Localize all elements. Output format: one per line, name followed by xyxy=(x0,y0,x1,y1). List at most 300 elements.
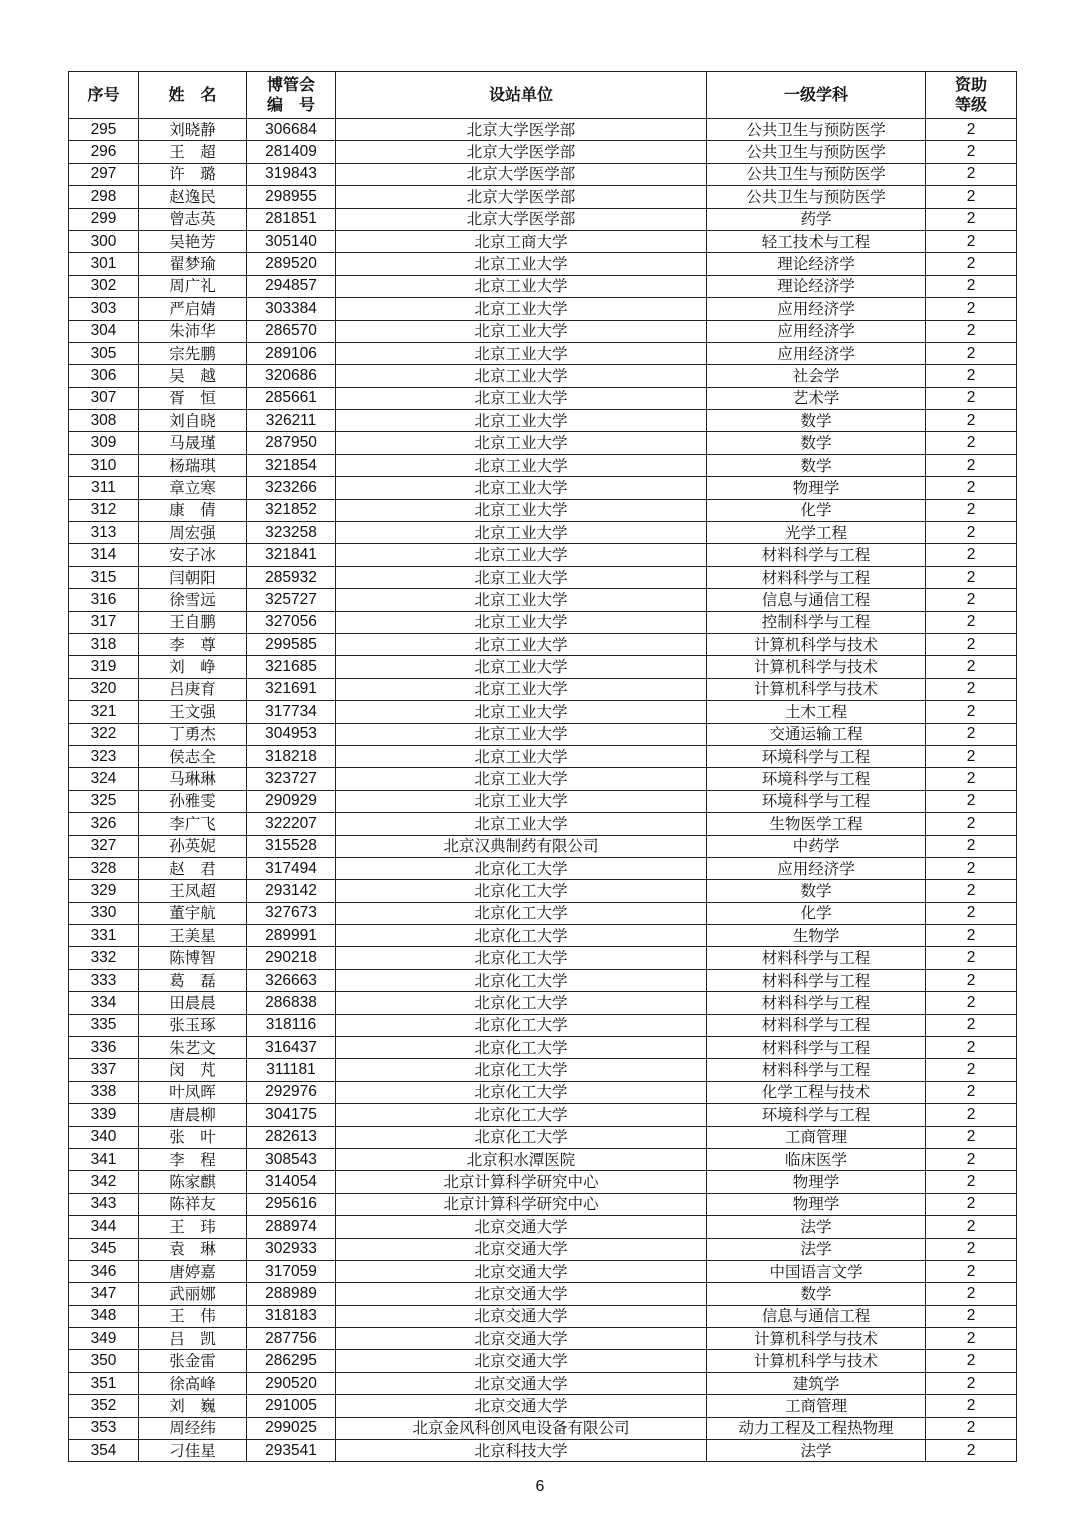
table-row xyxy=(69,723,1017,745)
cell-committee-id: 314054 xyxy=(247,1171,336,1193)
table-row xyxy=(69,1193,1017,1215)
cell-host-unit: 北京化工大学 xyxy=(336,992,707,1014)
cell-discipline: 材料科学与工程 xyxy=(707,1059,926,1081)
cell-host-unit: 北京交通大学 xyxy=(336,1216,707,1238)
cell-discipline: 临床医学 xyxy=(707,1148,926,1170)
cell-discipline: 轻工技术与工程 xyxy=(707,230,926,252)
table-row xyxy=(69,432,1017,454)
table-row xyxy=(69,813,1017,835)
cell-host-unit: 北京工业大学 xyxy=(336,790,707,812)
table-row xyxy=(69,1395,1017,1417)
cell-serial-number: 324 xyxy=(69,768,139,790)
cell-name: 闵 芃 xyxy=(139,1059,247,1081)
cell-committee-id: 292976 xyxy=(247,1081,336,1103)
cell-committee-id: 281851 xyxy=(247,208,336,230)
cell-host-unit: 北京化工大学 xyxy=(336,1104,707,1126)
cell-funding-grade: 2 xyxy=(926,745,1017,767)
cell-serial-number: 303 xyxy=(69,298,139,320)
table-row xyxy=(69,857,1017,879)
cell-host-unit: 北京大学医学部 xyxy=(336,119,707,141)
table-row xyxy=(69,119,1017,141)
cell-host-unit: 北京工业大学 xyxy=(336,611,707,633)
cell-host-unit: 北京工业大学 xyxy=(336,813,707,835)
cell-name: 唐婷嘉 xyxy=(139,1260,247,1282)
cell-funding-grade: 2 xyxy=(926,1104,1017,1126)
cell-discipline: 交通运输工程 xyxy=(707,723,926,745)
cell-name: 安子冰 xyxy=(139,544,247,566)
cell-funding-grade: 2 xyxy=(926,275,1017,297)
table-row xyxy=(69,477,1017,499)
cell-name: 吴 越 xyxy=(139,365,247,387)
cell-committee-id: 286838 xyxy=(247,992,336,1014)
table-row xyxy=(69,230,1017,252)
cell-host-unit: 北京化工大学 xyxy=(336,1059,707,1081)
cell-committee-id: 293142 xyxy=(247,880,336,902)
cell-funding-grade: 2 xyxy=(926,320,1017,342)
cell-host-unit: 北京交通大学 xyxy=(336,1395,707,1417)
header-committee-id xyxy=(247,72,336,119)
cell-name: 王文强 xyxy=(139,701,247,723)
cell-funding-grade: 2 xyxy=(926,1216,1017,1238)
cell-discipline: 物理学 xyxy=(707,477,926,499)
cell-name: 曾志英 xyxy=(139,208,247,230)
cell-committee-id: 286570 xyxy=(247,320,336,342)
cell-serial-number: 313 xyxy=(69,522,139,544)
cell-funding-grade: 2 xyxy=(926,342,1017,364)
cell-serial-number: 338 xyxy=(69,1081,139,1103)
cell-host-unit: 北京工业大学 xyxy=(336,410,707,432)
cell-discipline: 信息与通信工程 xyxy=(707,1305,926,1327)
cell-name: 许 璐 xyxy=(139,163,247,185)
cell-funding-grade: 2 xyxy=(926,119,1017,141)
table-row xyxy=(69,499,1017,521)
cell-name: 董宇航 xyxy=(139,902,247,924)
cell-committee-id: 291005 xyxy=(247,1395,336,1417)
cell-discipline: 计算机科学与技术 xyxy=(707,656,926,678)
cell-host-unit: 北京工业大学 xyxy=(336,633,707,655)
cell-funding-grade: 2 xyxy=(926,1193,1017,1215)
cell-committee-id: 302933 xyxy=(247,1238,336,1260)
table-row xyxy=(69,925,1017,947)
cell-host-unit: 北京化工大学 xyxy=(336,1126,707,1148)
cell-serial-number: 304 xyxy=(69,320,139,342)
cell-committee-id: 304953 xyxy=(247,723,336,745)
cell-committee-id: 318183 xyxy=(247,1305,336,1327)
cell-committee-id: 325727 xyxy=(247,589,336,611)
cell-serial-number: 297 xyxy=(69,163,139,185)
table-row xyxy=(69,656,1017,678)
cell-host-unit: 北京科技大学 xyxy=(336,1440,707,1462)
cell-discipline: 材料科学与工程 xyxy=(707,566,926,588)
cell-host-unit: 北京计算科学研究中心 xyxy=(336,1171,707,1193)
cell-funding-grade: 2 xyxy=(926,835,1017,857)
header-host-unit: 设站单位 xyxy=(336,72,707,119)
cell-committee-id: 321691 xyxy=(247,678,336,700)
cell-host-unit: 北京工业大学 xyxy=(336,387,707,409)
cell-name: 康 倩 xyxy=(139,499,247,521)
cell-committee-id: 289991 xyxy=(247,925,336,947)
cell-discipline: 控制科学与工程 xyxy=(707,611,926,633)
table-row xyxy=(69,1260,1017,1282)
cell-serial-number: 336 xyxy=(69,1037,139,1059)
cell-discipline: 应用经济学 xyxy=(707,857,926,879)
cell-serial-number: 317 xyxy=(69,611,139,633)
cell-host-unit: 北京大学医学部 xyxy=(336,208,707,230)
table-row xyxy=(69,835,1017,857)
cell-funding-grade: 2 xyxy=(926,947,1017,969)
cell-funding-grade: 2 xyxy=(926,186,1017,208)
cell-name: 孙雅雯 xyxy=(139,790,247,812)
cell-funding-grade: 2 xyxy=(926,813,1017,835)
cell-committee-id: 321854 xyxy=(247,454,336,476)
cell-committee-id: 327056 xyxy=(247,611,336,633)
cell-committee-id: 298955 xyxy=(247,186,336,208)
cell-discipline: 法学 xyxy=(707,1440,926,1462)
cell-host-unit: 北京工业大学 xyxy=(336,432,707,454)
cell-funding-grade: 2 xyxy=(926,230,1017,252)
cell-name: 丁勇杰 xyxy=(139,723,247,745)
cell-host-unit: 北京工业大学 xyxy=(336,365,707,387)
cell-committee-id: 326663 xyxy=(247,969,336,991)
cell-serial-number: 335 xyxy=(69,1014,139,1036)
postdoc-funding-table xyxy=(68,71,1017,1462)
cell-serial-number: 322 xyxy=(69,723,139,745)
cell-name: 唐晨柳 xyxy=(139,1104,247,1126)
cell-committee-id: 308543 xyxy=(247,1148,336,1170)
cell-serial-number: 337 xyxy=(69,1059,139,1081)
cell-host-unit: 北京工业大学 xyxy=(336,723,707,745)
table-row xyxy=(69,1104,1017,1126)
cell-name: 王 超 xyxy=(139,141,247,163)
cell-discipline: 工商管理 xyxy=(707,1395,926,1417)
cell-discipline: 计算机科学与技术 xyxy=(707,678,926,700)
cell-committee-id: 318218 xyxy=(247,745,336,767)
table-row xyxy=(69,208,1017,230)
cell-funding-grade: 2 xyxy=(926,1037,1017,1059)
cell-committee-id: 317734 xyxy=(247,701,336,723)
cell-funding-grade: 2 xyxy=(926,1283,1017,1305)
cell-serial-number: 315 xyxy=(69,566,139,588)
cell-committee-id: 322207 xyxy=(247,813,336,835)
cell-name: 吕 凯 xyxy=(139,1328,247,1350)
cell-name: 朱沛华 xyxy=(139,320,247,342)
cell-serial-number: 327 xyxy=(69,835,139,857)
cell-discipline: 材料科学与工程 xyxy=(707,992,926,1014)
cell-committee-id: 285661 xyxy=(247,387,336,409)
cell-name: 袁 琳 xyxy=(139,1238,247,1260)
cell-discipline: 生物医学工程 xyxy=(707,813,926,835)
cell-serial-number: 312 xyxy=(69,499,139,521)
cell-committee-id: 315528 xyxy=(247,835,336,857)
cell-serial-number: 341 xyxy=(69,1148,139,1170)
cell-discipline: 社会学 xyxy=(707,365,926,387)
cell-host-unit: 北京计算科学研究中心 xyxy=(336,1193,707,1215)
cell-serial-number: 325 xyxy=(69,790,139,812)
cell-name: 陈博智 xyxy=(139,947,247,969)
cell-name: 侯志全 xyxy=(139,745,247,767)
header-funding-grade-line2: 等级 xyxy=(954,95,987,114)
cell-discipline: 数学 xyxy=(707,432,926,454)
table-row xyxy=(69,522,1017,544)
cell-host-unit: 北京工商大学 xyxy=(336,230,707,252)
cell-discipline: 艺术学 xyxy=(707,387,926,409)
header-funding-grade xyxy=(926,72,1017,119)
cell-funding-grade: 2 xyxy=(926,454,1017,476)
cell-name: 刁佳星 xyxy=(139,1440,247,1462)
cell-funding-grade: 2 xyxy=(926,566,1017,588)
cell-serial-number: 340 xyxy=(69,1126,139,1148)
cell-committee-id: 304175 xyxy=(247,1104,336,1126)
cell-discipline: 物理学 xyxy=(707,1193,926,1215)
cell-discipline: 物理学 xyxy=(707,1171,926,1193)
cell-name: 李 程 xyxy=(139,1148,247,1170)
table-row xyxy=(69,1328,1017,1350)
cell-committee-id: 287756 xyxy=(247,1328,336,1350)
cell-serial-number: 296 xyxy=(69,141,139,163)
cell-discipline: 公共卫生与预防医学 xyxy=(707,119,926,141)
table-row xyxy=(69,275,1017,297)
cell-funding-grade: 2 xyxy=(926,790,1017,812)
cell-committee-id: 281409 xyxy=(247,141,336,163)
cell-committee-id: 323266 xyxy=(247,477,336,499)
cell-name: 马晟瑾 xyxy=(139,432,247,454)
cell-funding-grade: 2 xyxy=(926,678,1017,700)
cell-funding-grade: 2 xyxy=(926,880,1017,902)
cell-committee-id: 321841 xyxy=(247,544,336,566)
cell-host-unit: 北京工业大学 xyxy=(336,656,707,678)
cell-funding-grade: 2 xyxy=(926,141,1017,163)
cell-discipline: 环境科学与工程 xyxy=(707,768,926,790)
cell-name: 陈家麒 xyxy=(139,1171,247,1193)
cell-serial-number: 344 xyxy=(69,1216,139,1238)
cell-name: 陈祥友 xyxy=(139,1193,247,1215)
cell-discipline: 建筑学 xyxy=(707,1372,926,1394)
cell-funding-grade: 2 xyxy=(926,1440,1017,1462)
table-row xyxy=(69,678,1017,700)
table-row xyxy=(69,1126,1017,1148)
cell-discipline: 计算机科学与技术 xyxy=(707,1350,926,1372)
cell-serial-number: 300 xyxy=(69,230,139,252)
cell-funding-grade: 2 xyxy=(926,477,1017,499)
table-row xyxy=(69,186,1017,208)
cell-discipline: 化学工程与技术 xyxy=(707,1081,926,1103)
cell-host-unit: 北京积水潭医院 xyxy=(336,1148,707,1170)
cell-funding-grade: 2 xyxy=(926,1059,1017,1081)
cell-serial-number: 309 xyxy=(69,432,139,454)
cell-serial-number: 311 xyxy=(69,477,139,499)
cell-committee-id: 290929 xyxy=(247,790,336,812)
cell-funding-grade: 2 xyxy=(926,432,1017,454)
table-row xyxy=(69,1171,1017,1193)
cell-funding-grade: 2 xyxy=(926,387,1017,409)
table-row xyxy=(69,947,1017,969)
cell-committee-id: 306684 xyxy=(247,119,336,141)
table-row xyxy=(69,790,1017,812)
cell-host-unit: 北京大学医学部 xyxy=(336,186,707,208)
cell-serial-number: 333 xyxy=(69,969,139,991)
table-row xyxy=(69,410,1017,432)
cell-host-unit: 北京交通大学 xyxy=(336,1372,707,1394)
cell-name: 刘晓静 xyxy=(139,119,247,141)
cell-serial-number: 316 xyxy=(69,589,139,611)
cell-host-unit: 北京大学医学部 xyxy=(336,141,707,163)
table-row xyxy=(69,566,1017,588)
cell-serial-number: 321 xyxy=(69,701,139,723)
cell-funding-grade: 2 xyxy=(926,1126,1017,1148)
cell-name: 葛 磊 xyxy=(139,969,247,991)
cell-committee-id: 327673 xyxy=(247,902,336,924)
cell-funding-grade: 2 xyxy=(926,163,1017,185)
cell-host-unit: 北京化工大学 xyxy=(336,925,707,947)
table-row xyxy=(69,454,1017,476)
header-name: 姓 名 xyxy=(139,72,247,119)
cell-serial-number: 332 xyxy=(69,947,139,969)
table-row xyxy=(69,1216,1017,1238)
cell-serial-number: 326 xyxy=(69,813,139,835)
cell-host-unit: 北京金风科创风电设备有限公司 xyxy=(336,1417,707,1439)
cell-funding-grade: 2 xyxy=(926,1081,1017,1103)
table-row xyxy=(69,544,1017,566)
cell-discipline: 材料科学与工程 xyxy=(707,947,926,969)
cell-name: 吴艳芳 xyxy=(139,230,247,252)
cell-funding-grade: 2 xyxy=(926,1417,1017,1439)
table-row xyxy=(69,1081,1017,1103)
table-row xyxy=(69,1350,1017,1372)
cell-committee-id: 326211 xyxy=(247,410,336,432)
cell-discipline: 数学 xyxy=(707,1283,926,1305)
cell-host-unit: 北京化工大学 xyxy=(336,1037,707,1059)
cell-serial-number: 347 xyxy=(69,1283,139,1305)
cell-name: 马琳琳 xyxy=(139,768,247,790)
cell-discipline: 应用经济学 xyxy=(707,320,926,342)
table-row xyxy=(69,745,1017,767)
cell-name: 徐高峰 xyxy=(139,1372,247,1394)
table-row xyxy=(69,1283,1017,1305)
cell-committee-id: 282613 xyxy=(247,1126,336,1148)
cell-committee-id: 320686 xyxy=(247,365,336,387)
cell-committee-id: 303384 xyxy=(247,298,336,320)
cell-discipline: 环境科学与工程 xyxy=(707,745,926,767)
cell-host-unit: 北京化工大学 xyxy=(336,880,707,902)
cell-name: 张金雷 xyxy=(139,1350,247,1372)
cell-name: 孙英妮 xyxy=(139,835,247,857)
cell-funding-grade: 2 xyxy=(926,544,1017,566)
table-row xyxy=(69,1059,1017,1081)
cell-discipline: 环境科学与工程 xyxy=(707,790,926,812)
cell-serial-number: 314 xyxy=(69,544,139,566)
table-row xyxy=(69,992,1017,1014)
cell-name: 赵逸民 xyxy=(139,186,247,208)
cell-serial-number: 350 xyxy=(69,1350,139,1372)
cell-funding-grade: 2 xyxy=(926,611,1017,633)
cell-serial-number: 298 xyxy=(69,186,139,208)
cell-funding-grade: 2 xyxy=(926,1328,1017,1350)
cell-name: 吕庚育 xyxy=(139,678,247,700)
cell-serial-number: 295 xyxy=(69,119,139,141)
cell-host-unit: 北京工业大学 xyxy=(336,745,707,767)
cell-host-unit: 北京工业大学 xyxy=(336,253,707,275)
cell-committee-id: 289520 xyxy=(247,253,336,275)
cell-serial-number: 346 xyxy=(69,1260,139,1282)
cell-name: 赵 君 xyxy=(139,857,247,879)
cell-name: 王美星 xyxy=(139,925,247,947)
cell-host-unit: 北京工业大学 xyxy=(336,298,707,320)
cell-serial-number: 308 xyxy=(69,410,139,432)
cell-name: 周经纬 xyxy=(139,1417,247,1439)
cell-funding-grade: 2 xyxy=(926,902,1017,924)
cell-serial-number: 331 xyxy=(69,925,139,947)
cell-funding-grade: 2 xyxy=(926,925,1017,947)
cell-host-unit: 北京化工大学 xyxy=(336,857,707,879)
cell-name: 杨瑞琪 xyxy=(139,454,247,476)
cell-funding-grade: 2 xyxy=(926,589,1017,611)
cell-name: 胥 恒 xyxy=(139,387,247,409)
table-row xyxy=(69,1014,1017,1036)
cell-name: 张 叶 xyxy=(139,1126,247,1148)
table-row xyxy=(69,1238,1017,1260)
cell-funding-grade: 2 xyxy=(926,410,1017,432)
cell-host-unit: 北京工业大学 xyxy=(336,678,707,700)
cell-discipline: 化学 xyxy=(707,499,926,521)
table-row xyxy=(69,342,1017,364)
cell-funding-grade: 2 xyxy=(926,1372,1017,1394)
cell-host-unit: 北京交通大学 xyxy=(336,1238,707,1260)
cell-name: 刘 峥 xyxy=(139,656,247,678)
cell-serial-number: 307 xyxy=(69,387,139,409)
cell-committee-id: 321685 xyxy=(247,656,336,678)
cell-committee-id: 289106 xyxy=(247,342,336,364)
cell-host-unit: 北京工业大学 xyxy=(336,320,707,342)
table-row xyxy=(69,589,1017,611)
cell-name: 徐雪远 xyxy=(139,589,247,611)
cell-name: 王自鹏 xyxy=(139,611,247,633)
table-row xyxy=(69,253,1017,275)
header-committee-id-line1: 博管会 xyxy=(266,75,315,94)
cell-funding-grade: 2 xyxy=(926,1395,1017,1417)
cell-serial-number: 302 xyxy=(69,275,139,297)
header-committee-id-line2: 编 号 xyxy=(266,95,315,114)
cell-serial-number: 342 xyxy=(69,1171,139,1193)
cell-host-unit: 北京大学医学部 xyxy=(336,163,707,185)
cell-funding-grade: 2 xyxy=(926,633,1017,655)
cell-serial-number: 334 xyxy=(69,992,139,1014)
cell-funding-grade: 2 xyxy=(926,1148,1017,1170)
cell-host-unit: 北京交通大学 xyxy=(336,1305,707,1327)
cell-discipline: 中药学 xyxy=(707,835,926,857)
cell-committee-id: 317494 xyxy=(247,857,336,879)
cell-funding-grade: 2 xyxy=(926,499,1017,521)
cell-discipline: 理论经济学 xyxy=(707,275,926,297)
cell-discipline: 公共卫生与预防医学 xyxy=(707,163,926,185)
cell-committee-id: 290520 xyxy=(247,1372,336,1394)
cell-discipline: 计算机科学与技术 xyxy=(707,633,926,655)
table-row xyxy=(69,1417,1017,1439)
cell-committee-id: 294857 xyxy=(247,275,336,297)
table-row xyxy=(69,387,1017,409)
table-row xyxy=(69,969,1017,991)
table-row xyxy=(69,1305,1017,1327)
cell-serial-number: 348 xyxy=(69,1305,139,1327)
cell-serial-number: 349 xyxy=(69,1328,139,1350)
header-discipline: 一级学科 xyxy=(707,72,926,119)
cell-discipline: 数学 xyxy=(707,410,926,432)
cell-funding-grade: 2 xyxy=(926,969,1017,991)
cell-host-unit: 北京交通大学 xyxy=(336,1283,707,1305)
cell-committee-id: 288974 xyxy=(247,1216,336,1238)
cell-committee-id: 311181 xyxy=(247,1059,336,1081)
cell-discipline: 材料科学与工程 xyxy=(707,969,926,991)
cell-name: 刘 巍 xyxy=(139,1395,247,1417)
